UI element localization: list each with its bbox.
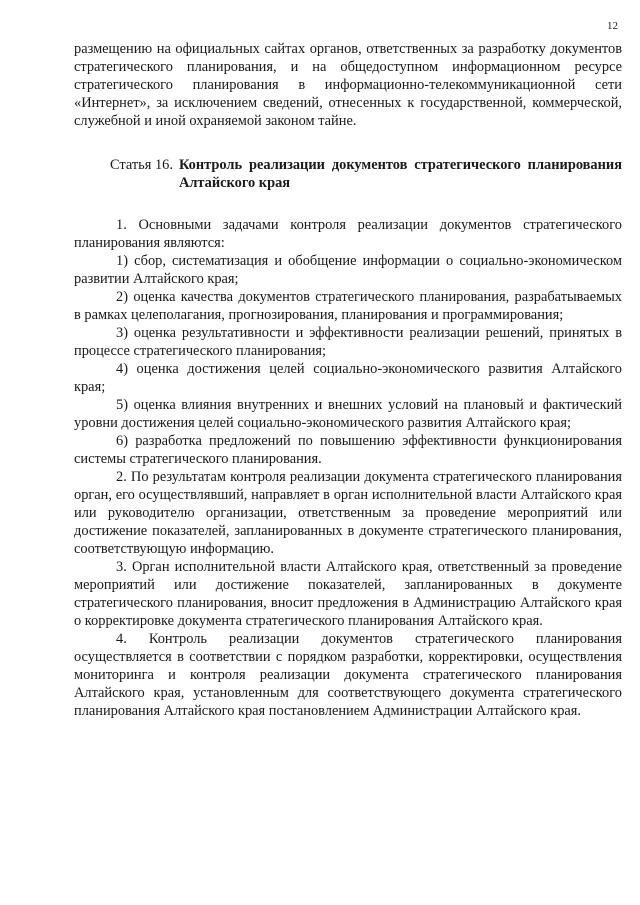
article-label: Статья 16. xyxy=(110,157,173,173)
paragraph-1: 1. Основными задачами контроля реализации документов стратегического планирования являются: xyxy=(74,217,622,251)
carryover-paragraph: размещению на официальных сайтах органов, ответственных за разработку документов стратегического планирования, и на общедоступном информационном ресурсе стратегического планирования в информационно-телекоммуникационной сети «Интернет», за исключением сведений, отнесенных к государственной, коммерческой, служебной и иной охраняемой законом тайне. xyxy=(74,41,622,129)
paragraph-3: 3. Орган исполнительной власти Алтайского края, ответственный за проведение мероприятий или достижение показателей, запланированных в документе стратегического планирования, вносит предложения в Администрацию Алтайского края о корректировке документа стратегического планирования Алтайского края. xyxy=(74,559,622,629)
article-title: Контроль реализации документов стратегического планирования Алтайского края xyxy=(178,157,622,191)
list-item-5: 5) оценка влияния внутренних и внешних условий на плановый и фактический уровни достижения целей социально-экономического развития Алтайского края; xyxy=(74,397,622,431)
paragraph-4: 4. Контроль реализации документов стратегического планирования осуществляется в соответствии с порядком разработки, корректировки, осуществления мониторинга и контроля реализации документа стратегического планирования Алтайского края, установленным для соответствующего документа стратегического планирования Алтайского края постановлением Администрации Алтайского края. xyxy=(74,631,622,719)
list-item-6: 6) разработка предложений по повышению эффективности функционирования системы стратегического планирования. xyxy=(74,433,622,467)
page-number: 12 xyxy=(607,20,618,32)
article-heading xyxy=(110,156,622,192)
list-item-1: 1) сбор, систематизация и обобщение информации о социально-экономическом развитии Алтайского края; xyxy=(74,253,622,287)
list-item-4: 4) оценка достижения целей социально-экономического развития Алтайского края; xyxy=(74,361,622,395)
list-item-3: 3) оценка результативности и эффективности реализации решений, принятых в процессе стратегического планирования; xyxy=(74,325,622,359)
list-item-2: 2) оценка качества документов стратегического планирования, разрабатываемых в рамках целеполагания, прогнозирования, планирования и программирования; xyxy=(74,289,622,323)
paragraph-2: 2. По результатам контроля реализации документа стратегического планирования орган, его осуществлявший, направляет в орган исполнительной власти Алтайского края или руководителю организации, ответственным за проведение мероприятий или достижение показателей, запланированных в документе стратегического планирования, соответствующую информацию. xyxy=(74,469,622,557)
document-body xyxy=(74,40,622,720)
